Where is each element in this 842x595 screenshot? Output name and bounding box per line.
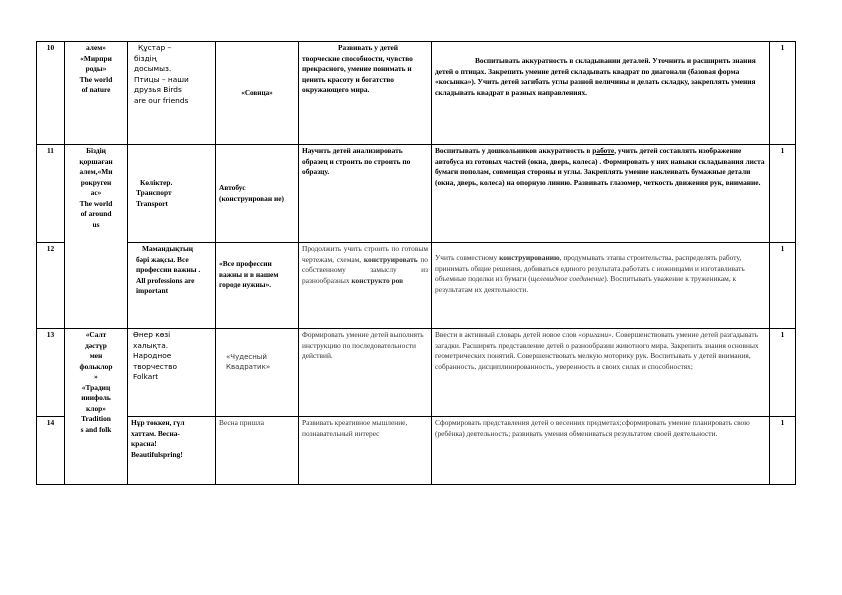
game-cell: Мамандықтың бәрі жақсы. Все профессии важны . All professions are important [128, 243, 216, 329]
construction-cell: «Все профессии важны и в нашем городе нужны». [216, 243, 299, 329]
table-row [37, 42, 796, 145]
program-task-cell: Развивать креативное мышление, познавательный интерес [299, 417, 432, 485]
goals-cell: Воспитывать у дошкольников аккуратность в работе, учить детей составлять изображение автобуса из готовых частей (окна, дверь, колеса) . Формировать у них навыки складывания листа бумаги пополам, совмещая стороны и углы. Закреплять умение наклеивать бумажные детали (окна, дверь, колеса) на опорную линию. Развивать глазомер, четкость движения рук, внимание. [432, 145, 770, 243]
hours-cell: 1 [770, 42, 796, 145]
table-row [37, 417, 796, 485]
program-task-cell: Продолжить учить строить по готовым чертежам, схемам, конструировать по собственному замыслу из разнообразных конструкто ров [299, 243, 432, 329]
row-number: 14 [37, 417, 65, 485]
program-task-cell: Научить детей анализировать образец и строить по строить по образцу. [299, 145, 432, 243]
goals-cell: Сформировать представления детей о весенних предметах;сформировать умение планировать свою (ребёнка) деятельность; развивать умения обмениваться результатом своей деятельности. [432, 417, 770, 485]
game-cell: Нұр төккен, гүл хаттам. Весна- красна! Beautifulspring! [128, 417, 216, 485]
construction-cell: «Чудесный Квадратик» [216, 329, 299, 417]
table-row [37, 243, 796, 329]
game-cell: Өнер көзі халықта. Народное творчество Folkart [128, 329, 216, 417]
construction-cell: Весна пришла [216, 417, 299, 485]
row-number: 11 [37, 145, 65, 243]
topic-cell: Біздің қоршаған алем,«Ми рокруген ас» The world of around us [65, 145, 128, 329]
program-task-cell: Формировать умение детей выполнять инструкцию по последовательности действий. [299, 329, 432, 417]
table-row [37, 145, 796, 243]
topic-cell: «Салт дәстүр мен фольклор » «Традиц ииифоль клор» Tradition s and folk [65, 329, 128, 485]
hours-cell: 1 [770, 329, 796, 417]
lesson-plan-table [36, 41, 796, 485]
table-row [37, 329, 796, 417]
game-cell: Көліктер. Транспорт Transport [128, 145, 216, 243]
hours-cell: 1 [770, 243, 796, 329]
row-number: 12 [37, 243, 65, 329]
hours-cell: 1 [770, 145, 796, 243]
game-cell: Құстар – біздің досымыз. Птицы – наши друзья Birds are our friends [128, 42, 216, 145]
goals-cell: Воспитывать аккуратность в складывании деталей. Уточнить и расширить знания детей о птицах. Закрепить умение детей складывать квадрат по диагонали (базовая форма «косынка»). Учить детей загибать углы разной величины и делать складку, закреплять умения складывать квадрат в разных направлениях. [432, 42, 770, 145]
hours-cell: 1 [770, 417, 796, 485]
row-number: 10 [37, 42, 65, 145]
goals-cell: Учить совместному конструированию, продумывать этапы строительства, распределять работу, принимать общие решения, добиваться единого результата.работать с ножницами и изготавливать объемные поделки из бумаги (щелевидное соединение). Воспитывать уважение к труженикам, к результатам их деятельности. [432, 243, 770, 329]
construction-cell: «Совица» [216, 42, 299, 145]
topic-cell: алем» «Мирпри роды» The world of nature [65, 42, 128, 145]
row-number: 13 [37, 329, 65, 417]
construction-cell: Автобус (конструирован ие) [216, 145, 299, 243]
goals-cell: Ввести в активный словарь детей новое слов «оригами». Совершенствовать умение детей разгадывать загадки. Расширять представление детей о разнообразии животного мира. Закрепить знания основных геометрических понятий. Совершенствовать мелкую моторику рук. Воспитывать у детей внимания, собранность, дисциплинированность, уверенность в своих силах и способностях; [432, 329, 770, 417]
program-task-cell: Развивать у детей творческие способности, чувство прекрасного, умение понимать и ценить красоту и богатство окружающего мира. [299, 42, 432, 145]
